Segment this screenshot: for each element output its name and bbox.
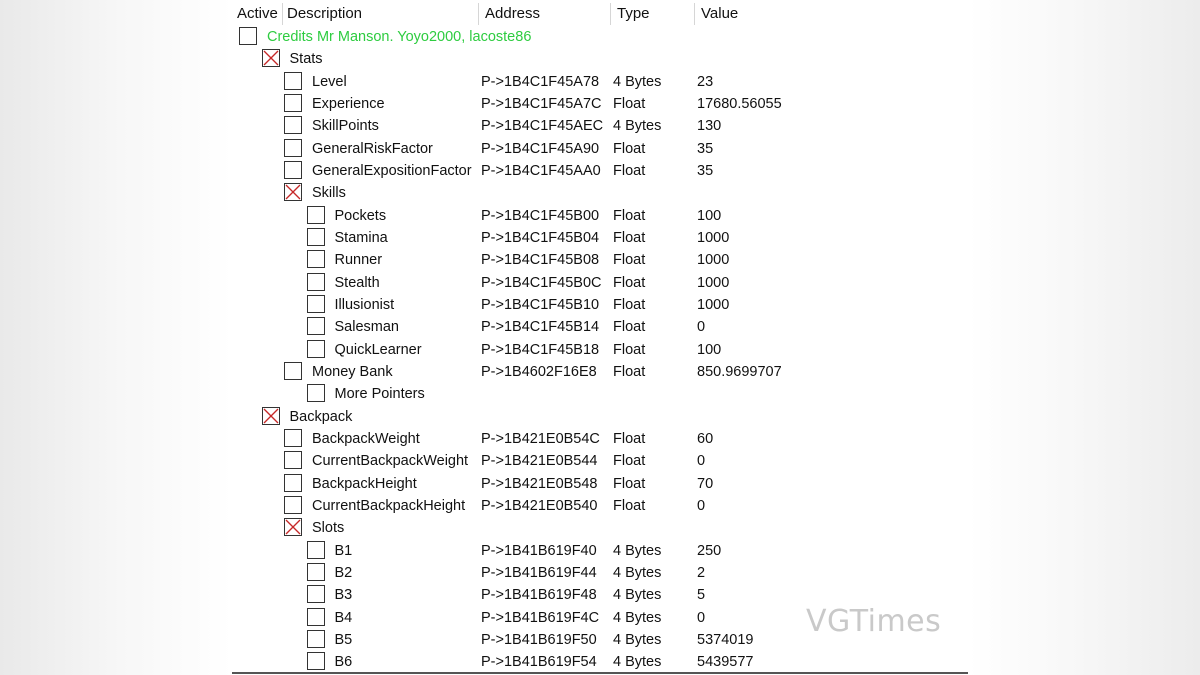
group-checkbox[interactable]: [262, 407, 280, 425]
table-row[interactable]: [232, 227, 968, 249]
row-description: Stealth: [334, 274, 380, 291]
active-checkbox[interactable]: [307, 652, 325, 670]
table-row[interactable]: [232, 294, 968, 316]
row-description: B2: [334, 564, 353, 581]
table-row[interactable]: [232, 584, 968, 606]
row-description: B3: [334, 587, 353, 604]
row-value[interactable]: 0: [697, 319, 706, 336]
row-type: Float: [613, 475, 646, 492]
header-divider[interactable]: [694, 3, 695, 25]
row-type: Float: [613, 453, 646, 470]
row-type: Float: [613, 229, 646, 246]
table-row[interactable]: [232, 272, 968, 294]
row-value[interactable]: 250: [697, 542, 722, 559]
table-row[interactable]: [232, 495, 968, 517]
row-value[interactable]: 100: [697, 341, 722, 358]
row-address: P->1B4C1F45AEC: [481, 118, 604, 135]
table-row[interactable]: [232, 339, 968, 361]
row-address: P->1B4C1F45A7C: [481, 95, 602, 112]
column-header: [232, 0, 968, 28]
row-value[interactable]: 5374019: [697, 631, 754, 648]
active-checkbox[interactable]: [307, 585, 325, 603]
row-address: P->1B41B619F44: [481, 564, 597, 581]
row-value[interactable]: 130: [697, 118, 722, 135]
row-value[interactable]: 850.9699707: [697, 363, 782, 380]
row-type: 4 Bytes: [613, 587, 662, 604]
row-value[interactable]: 23: [697, 73, 714, 90]
row-address: P->1B41B619F54: [481, 654, 597, 671]
row-value[interactable]: 1000: [697, 252, 730, 269]
row-value[interactable]: 0: [697, 609, 706, 626]
row-description: B1: [334, 542, 353, 559]
table-row[interactable]: [232, 517, 968, 539]
row-type: Float: [613, 252, 646, 269]
row-address: P->1B4C1F45A90: [481, 140, 600, 157]
table-row[interactable]: [232, 160, 968, 182]
row-description: Illusionist: [334, 296, 395, 313]
watermark: VGTimes: [806, 604, 942, 639]
row-type: Float: [613, 363, 646, 380]
row-description: Slots: [312, 520, 345, 537]
row-type: 4 Bytes: [613, 564, 662, 581]
row-description: BackpackHeight: [312, 475, 417, 492]
row-value[interactable]: 5439577: [697, 654, 754, 671]
active-checkbox[interactable]: [284, 496, 302, 514]
row-value[interactable]: 1000: [697, 274, 730, 291]
table-row[interactable]: [232, 182, 968, 204]
table-row[interactable]: [232, 450, 968, 472]
row-address: P->1B4C1F45B04: [481, 229, 600, 246]
table-row[interactable]: [232, 93, 968, 115]
row-address: P->1B4C1F45B14: [481, 319, 600, 336]
row-description: B5: [334, 631, 353, 648]
row-description: More Pointers: [334, 386, 425, 403]
header-type[interactable]: Type: [617, 5, 650, 22]
table-bottom-border: [232, 672, 968, 674]
row-description: SkillPoints: [312, 118, 379, 135]
active-checkbox[interactable]: [307, 295, 325, 313]
row-address: P->1B4C1F45A78: [481, 73, 600, 90]
row-address: P->1B41B619F48: [481, 587, 597, 604]
row-value[interactable]: 0: [697, 453, 706, 470]
table-row[interactable]: [232, 138, 968, 160]
row-description: Experience: [312, 95, 385, 112]
cross-icon: [285, 519, 301, 535]
row-type: Float: [613, 162, 646, 179]
row-type: 4 Bytes: [613, 631, 662, 648]
row-value[interactable]: 1000: [697, 296, 730, 313]
table-row[interactable]: [232, 71, 968, 93]
table-row[interactable]: [232, 406, 968, 428]
row-description: CurrentBackpackWeight: [312, 453, 469, 470]
row-address: P->1B4C1F45B18: [481, 341, 600, 358]
active-checkbox[interactable]: [307, 273, 325, 291]
table-row[interactable]: [232, 651, 968, 673]
row-description: Backpack: [289, 408, 353, 425]
row-type: Float: [613, 296, 646, 313]
row-address: P->1B4C1F45B0C: [481, 274, 602, 291]
row-address: P->1B4602F16E8: [481, 363, 597, 380]
table-row[interactable]: [232, 428, 968, 450]
row-value[interactable]: 5: [697, 587, 706, 604]
row-description: Skills: [312, 185, 346, 202]
row-address: P->1B41B619F40: [481, 542, 597, 559]
row-description: GeneralExpositionFactor: [312, 162, 472, 179]
active-checkbox[interactable]: [307, 608, 325, 626]
table-row[interactable]: [232, 249, 968, 271]
row-type: Float: [613, 140, 646, 157]
table-row[interactable]: [232, 48, 968, 70]
active-checkbox[interactable]: [284, 362, 302, 380]
row-description: Stats: [289, 51, 323, 68]
row-value[interactable]: 35: [697, 162, 714, 179]
row-address: P->1B421E0B540: [481, 497, 598, 514]
row-value[interactable]: 100: [697, 207, 722, 224]
row-address: P->1B421E0B544: [481, 453, 598, 470]
row-address: P->1B41B619F50: [481, 631, 597, 648]
row-description: Pockets: [334, 207, 387, 224]
active-checkbox[interactable]: [284, 94, 302, 112]
row-value[interactable]: 0: [697, 497, 706, 514]
row-value[interactable]: 1000: [697, 229, 730, 246]
row-description: BackpackWeight: [312, 430, 420, 447]
row-type: Float: [613, 497, 646, 514]
row-type: 4 Bytes: [613, 73, 662, 90]
active-checkbox[interactable]: [284, 451, 302, 469]
row-type: 4 Bytes: [613, 118, 662, 135]
header-description[interactable]: Description: [287, 5, 363, 22]
group-checkbox[interactable]: [262, 49, 280, 67]
active-checkbox[interactable]: [307, 563, 325, 581]
table-row[interactable]: [232, 26, 968, 48]
row-type: 4 Bytes: [613, 654, 662, 671]
table-row[interactable]: [232, 473, 968, 495]
row-description: Credits Mr Manson. Yoyo2000, lacoste86: [267, 29, 532, 45]
cross-icon: [285, 184, 301, 200]
row-type: Float: [613, 207, 646, 224]
group-checkbox[interactable]: [284, 518, 302, 536]
row-address: P->1B4C1F45B08: [481, 252, 600, 269]
cross-icon: [263, 408, 279, 424]
row-address: P->1B4C1F45B00: [481, 207, 600, 224]
active-checkbox[interactable]: [307, 630, 325, 648]
row-address: P->1B421E0B54C: [481, 430, 600, 447]
cheat-table-panel: [232, 0, 968, 675]
row-description: CurrentBackpackHeight: [312, 497, 466, 514]
row-address: P->1B41B619F4C: [481, 609, 600, 626]
row-value[interactable]: 2: [697, 564, 706, 581]
active-checkbox[interactable]: [284, 72, 302, 90]
header-divider[interactable]: [610, 3, 611, 25]
row-description: B6: [334, 654, 353, 671]
active-checkbox[interactable]: [284, 429, 302, 447]
row-type: Float: [613, 319, 646, 336]
table-row[interactable]: [232, 383, 968, 405]
row-type: 4 Bytes: [613, 609, 662, 626]
row-description: Salesman: [334, 319, 399, 336]
row-type: Float: [613, 95, 646, 112]
active-checkbox[interactable]: [284, 139, 302, 157]
active-checkbox[interactable]: [284, 474, 302, 492]
group-checkbox[interactable]: [284, 183, 302, 201]
cross-icon: [263, 50, 279, 66]
row-value[interactable]: 17680.56055: [697, 95, 782, 112]
row-description: Money Bank: [312, 363, 393, 380]
row-type: 4 Bytes: [613, 542, 662, 559]
row-address: P->1B4C1F45AA0: [481, 162, 601, 179]
table-row[interactable]: [232, 562, 968, 584]
active-checkbox[interactable]: [307, 250, 325, 268]
active-checkbox[interactable]: [284, 116, 302, 134]
table-row[interactable]: [232, 205, 968, 227]
active-checkbox[interactable]: [307, 340, 325, 358]
active-checkbox[interactable]: [307, 317, 325, 335]
row-value[interactable]: 35: [697, 140, 714, 157]
row-description: GeneralRiskFactor: [312, 140, 433, 157]
row-value[interactable]: 60: [697, 430, 714, 447]
header-divider[interactable]: [478, 3, 479, 25]
row-type: Float: [613, 341, 646, 358]
row-type: Float: [613, 274, 646, 291]
active-checkbox[interactable]: [239, 27, 257, 45]
active-checkbox[interactable]: [307, 384, 325, 402]
table-row[interactable]: [232, 540, 968, 562]
row-value[interactable]: 70: [697, 475, 714, 492]
active-checkbox[interactable]: [307, 541, 325, 559]
row-description: QuickLearner: [334, 341, 422, 358]
row-description: Level: [312, 73, 347, 90]
row-description: Runner: [334, 252, 383, 269]
table-row[interactable]: [232, 316, 968, 338]
row-type: Float: [613, 430, 646, 447]
row-address: P->1B4C1F45B10: [481, 296, 600, 313]
table-row[interactable]: [232, 115, 968, 137]
active-checkbox[interactable]: [307, 228, 325, 246]
header-value[interactable]: Value: [701, 5, 739, 22]
header-active[interactable]: Active: [237, 5, 278, 22]
header-address[interactable]: Address: [485, 5, 541, 22]
row-description: Stamina: [334, 229, 388, 246]
active-checkbox[interactable]: [284, 161, 302, 179]
row-description: B4: [334, 609, 353, 626]
active-checkbox[interactable]: [307, 206, 325, 224]
row-address: P->1B421E0B548: [481, 475, 598, 492]
table-row[interactable]: [232, 361, 968, 383]
